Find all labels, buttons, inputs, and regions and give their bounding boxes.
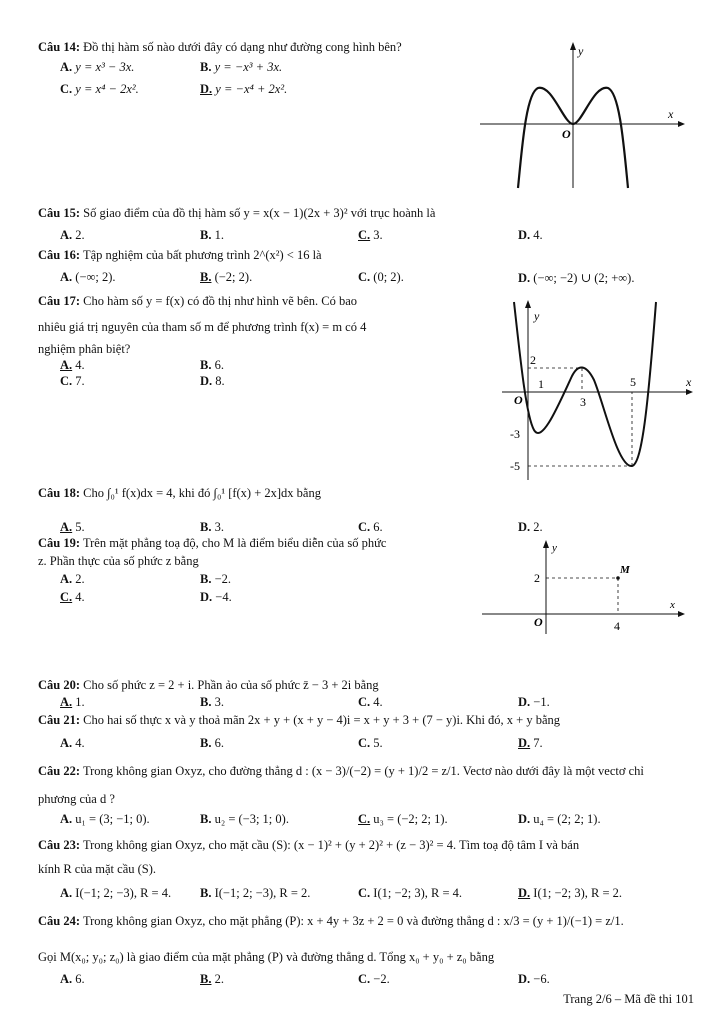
question-18: Câu 18: Cho ∫₀¹ f(x)dx = 4, khi đó ∫₀¹ [f(x) + 2x]dx bằng — [38, 486, 321, 500]
x-axis-arrow — [678, 121, 685, 127]
question-19: Câu 19: Trên mặt phẳng toạ độ, cho M là điểm biểu diễn của số phức — [38, 536, 387, 550]
option-c[interactable]: C. y = x⁴ − 2x². — [60, 82, 139, 96]
x-label: x — [670, 599, 675, 611]
tick-x-1: 1 — [538, 377, 544, 391]
option-c[interactable]: C. 6. — [358, 520, 383, 534]
x-axis-arrow — [686, 389, 693, 395]
option-a[interactable]: A. 4. — [60, 358, 85, 372]
option-d[interactable]: D. −1. — [518, 695, 550, 709]
question-16: Câu 16: Tập nghiệm của bất phương trình 2^(x²) < 16 là — [38, 248, 322, 262]
origin-label: O — [514, 393, 523, 407]
point-label: M — [620, 564, 630, 576]
question-21: Câu 21: Cho hai số thực x và y thoả mãn 2x + y + (x + y − 4)i = x + y + 3 + (7 − y)i. Khi đó, x + y bằng — [38, 713, 561, 727]
question-23-line-2: kính R của mặt cầu (S). — [38, 862, 157, 876]
page-footer: Trang 2/6 – Mã đề thi 101 — [563, 992, 694, 1006]
tick-x-5: 5 — [630, 375, 636, 389]
option-a[interactable]: A. I(−1; 2; −3), R = 4. — [60, 886, 172, 900]
x-label: x — [668, 107, 674, 121]
option-a[interactable]: A. (−∞; 2). — [60, 270, 116, 284]
option-d[interactable]: D. 7. — [518, 736, 543, 750]
option-d[interactable]: D. −6. — [518, 972, 550, 986]
origin-label: O — [534, 615, 543, 629]
option-a[interactable]: A. 2. — [60, 572, 85, 586]
question-17-line-2: nhiêu giá trị nguyên của tham số m để phương trình f(x) = m có 4 — [38, 320, 367, 334]
option-b[interactable]: B. −2. — [200, 572, 232, 586]
question-17-line-3: nghiệm phân biệt? — [38, 342, 131, 356]
option-d[interactable]: D. 2. — [518, 520, 543, 534]
question-17: Câu 17: Cho hàm số y = f(x) có đồ thị như hình vẽ bên. Có bao — [38, 294, 358, 308]
option-d[interactable]: D. (−∞; −2) ∪ (2; +∞). — [518, 271, 635, 285]
point-m — [616, 576, 620, 580]
option-b[interactable]: B. 6. — [200, 736, 224, 750]
x-label: x — [686, 375, 692, 389]
option-a[interactable]: A. 4. — [60, 736, 85, 750]
option-b[interactable]: B. 3. — [200, 520, 224, 534]
option-a[interactable]: A. u₁ = (3; −1; 0). — [60, 812, 150, 826]
option-b[interactable]: B. y = −x³ + 3x. — [200, 60, 283, 74]
option-d[interactable]: D. 8. — [200, 374, 225, 388]
y-label: y — [552, 542, 557, 554]
q14-graph — [478, 38, 688, 193]
y-label: y — [534, 309, 540, 323]
option-d[interactable]: D. u₄ = (2; 2; 1). — [518, 812, 601, 826]
tick-y-2: 2 — [530, 353, 536, 367]
option-d[interactable]: D. −4. — [200, 590, 232, 604]
option-b[interactable]: B. 6. — [200, 358, 224, 372]
option-a[interactable]: A. 2. — [60, 228, 85, 242]
question-22: Câu 22: Trong không gian Oxyz, cho đường thẳng d : (x − 3)/(−2) = (y + 1)/2 = z/1. Vectơ nào dưới đây là một vectơ chỉ — [38, 764, 644, 778]
question-19-line-2: z. Phần thực của số phức z bằng — [38, 554, 199, 568]
option-a[interactable]: A. 5. — [60, 520, 85, 534]
option-c[interactable]: C. I(1; −2; 3), R = 4. — [358, 886, 463, 900]
q17-graph — [500, 296, 700, 482]
option-b[interactable]: B. u₂ = (−3; 1; 0). — [200, 812, 289, 826]
option-a[interactable]: A. 6. — [60, 972, 85, 986]
question-label: Câu 14: — [38, 40, 81, 54]
y-axis-arrow — [543, 540, 549, 548]
option-c[interactable]: C. u₃ = (−2; 2; 1). — [358, 812, 448, 826]
question-23: Câu 23: Trong không gian Oxyz, cho mặt cầu (S): (x − 1)² + (y + 2)² + (z − 3)² = 4. Tìm toạ độ tâm I và bán — [38, 838, 580, 852]
y-axis-arrow — [525, 300, 531, 308]
tick-y-neg5: -5 — [510, 459, 520, 473]
tick-y-neg3: -3 — [510, 427, 520, 441]
question-text: Đồ thị hàm số nào dưới đây có dạng như đường cong hình bên? — [83, 40, 402, 54]
option-d[interactable]: D. 4. — [518, 228, 543, 242]
question-24-line-2: Gọi M(x₀; y₀; z₀) là giao điểm của mặt phẳng (P) và đường thẳng d. Tổng x₀ + y₀ + z₀ bằng — [38, 950, 495, 964]
option-c[interactable]: C. 3. — [358, 228, 383, 242]
option-c[interactable]: C. 4. — [358, 695, 383, 709]
option-d[interactable]: D. y = −x⁴ + 2x². — [200, 82, 288, 96]
origin-label: O — [562, 127, 571, 141]
option-c[interactable]: C. (0; 2). — [358, 270, 404, 284]
question-14 — [38, 40, 402, 55]
option-b[interactable]: B. 2. — [200, 972, 224, 986]
option-a[interactable]: A. y = x³ − 3x. — [60, 60, 135, 74]
y-label: y — [578, 44, 584, 58]
option-c[interactable]: C. 4. — [60, 590, 85, 604]
y-axis-arrow — [570, 42, 576, 50]
tick-y-2: 2 — [534, 571, 540, 585]
question-20: Câu 20: Cho số phức z = 2 + i. Phần ảo của số phức z̄ − 3 + 2i bằng — [38, 678, 379, 692]
option-b[interactable]: B. 1. — [200, 228, 224, 242]
option-c[interactable]: C. 5. — [358, 736, 383, 750]
option-a[interactable]: A. 1. — [60, 695, 85, 709]
option-b[interactable]: B. (−2; 2). — [200, 270, 253, 284]
question-22-line-2: phương của d ? — [38, 792, 115, 806]
option-c[interactable]: C. 7. — [60, 374, 85, 388]
option-b[interactable]: B. I(−1; 2; −3), R = 2. — [200, 886, 311, 900]
option-b[interactable]: B. 3. — [200, 695, 224, 709]
tick-x-3: 3 — [580, 395, 586, 409]
tick-x-4: 4 — [614, 619, 620, 633]
option-d[interactable]: D. I(1; −2; 3), R = 2. — [518, 886, 623, 900]
question-15: Câu 15: Số giao điểm của đồ thị hàm số y = x(x − 1)(2x + 3)² với trục hoành là — [38, 206, 436, 220]
q19-graph — [480, 536, 690, 636]
question-24: Câu 24: Trong không gian Oxyz, cho mặt phẳng (P): x + 4y + 3z + 2 = 0 và đường thẳng d : x/3 = (y + 1)/(−1) = z/1. — [38, 914, 624, 928]
x-axis-arrow — [678, 611, 685, 617]
option-c[interactable]: C. −2. — [358, 972, 390, 986]
